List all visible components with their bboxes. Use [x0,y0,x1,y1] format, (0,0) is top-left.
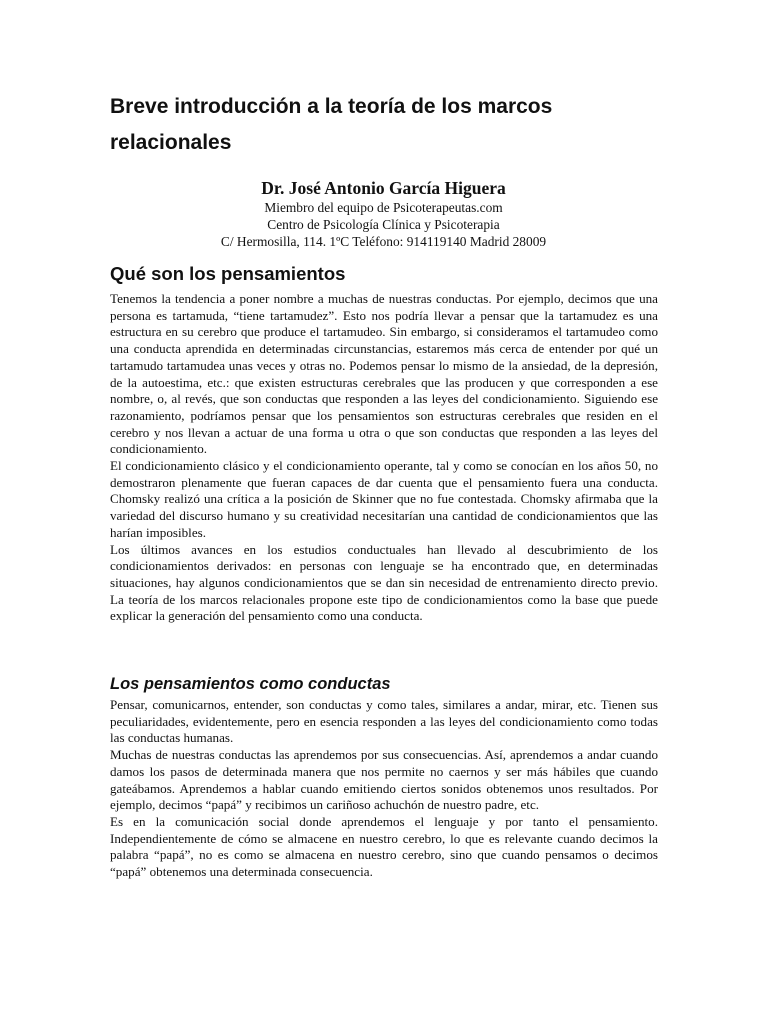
paragraph: Tenemos la tendencia a poner nombre a muchas de nuestras conductas. Por ejemplo, decimos que una persona es tartamuda, “tiene tartamudez”. Esto nos podría llevar a pensar que la tartamudez es una estructura en su cerebro que produce el tartamudeo. Sin embargo, si consideramos el tartamudeo como una conducta aprendida en determinadas circunstancias, estaremos más cerca de entender por qué un tartamudo tartamudea unas veces y otras no. Podemos pensar lo mismo de la ansiedad, de la depresión, de la autoestima, etc.: que existen estructuras cerebrales que las producen y que corresponden a ese nombre, o, al revés, que son conductas que responden a las leyes del condicionamiento. Siguiendo ese razonamiento, podríamos pensar que los pensamientos son estructuras cerebrales que residen en el cerebro y nos llevan a actuar de una forma u otra o que son conductas que responden a las leyes del condicionamiento. [110,291,658,457]
paragraph: Muchas de nuestras conductas las aprendemos por sus consecuencias. Así, aprendemos a andar cuando damos los pasos de determinada manera que nos permite no caernos y ser más hábiles que cuando gateábamos. Aprendemos a hablar cuando emitiendo ciertos sonidos obtenemos unos resultados. Por ejemplo, decimos “papá” y recibimos un cariñoso achuchón de nuestro padre, etc. [110,747,658,813]
paragraph: Es en la comunicación social donde aprendemos el lenguaje y por tanto el pensamiento. Independientemente de cómo se almacene en nuestro cerebro, lo que es relevante cuando decimos la palabra “papá”, no es como se almacena en nuestro cerebro, sino que cuando pensamos o decimos “papá” obtenemos una determinada consecuencia. [110,813,658,880]
paragraph: Los últimos avances en los estudios conductuales han llevado al descubrimiento de los condicionamientos derivados: en personas con lenguaje se ha encontrado que, en determinadas situaciones, hay algunos condicionamientos que se dan sin necesidad de entrenamiento directo previo. La teoría de los marcos relacionales propone este tipo de condicionamientos como la base que puede explicar la generación del pensamiento como una conducta. [110,541,658,624]
paragraph: Pensar, comunicarnos, entender, son conductas y como tales, similares a andar, mirar, etc. Tienen sus peculiaridades, evidentemente, pero en esencia responden a las leyes del condicionamiento como todas las conductas humanas. [110,697,658,746]
author-address: C/ Hermosilla, 114. 1ºC Teléfono: 914119140 Madrid 28009 [220,234,547,249]
section-pensamientos-body [110,291,658,625]
author-block [110,177,657,250]
section-conductas-body [110,697,658,881]
author-affiliation: Miembro del equipo de Psicoterapeutas.com [264,200,503,215]
document-title: Breve introducción a la teoría de los marcos relacionales [110,95,553,154]
paragraph: El condicionamiento clásico y el condicionamiento operante, tal y como se conocían en los años 50, no demostraron plenamente que fueran capaces de dar cuenta que el pensamiento fuera una conducta. Chomsky realizó una crítica a la posición de Skinner que no fue contestada. Chomsky afirmaba que la variedad del discurso humano y su creatividad necesitarían una cantidad de condicionamientos que las harían imposibles. [110,458,658,540]
author-center: Centro de Psicología Clínica y Psicoterapia [267,217,500,232]
section-heading-pensamientos: Qué son los pensamientos [110,263,346,284]
author-name: Dr. José Antonio García Higuera [261,178,506,198]
section-heading-conductas: Los pensamientos como conductas [110,675,391,693]
